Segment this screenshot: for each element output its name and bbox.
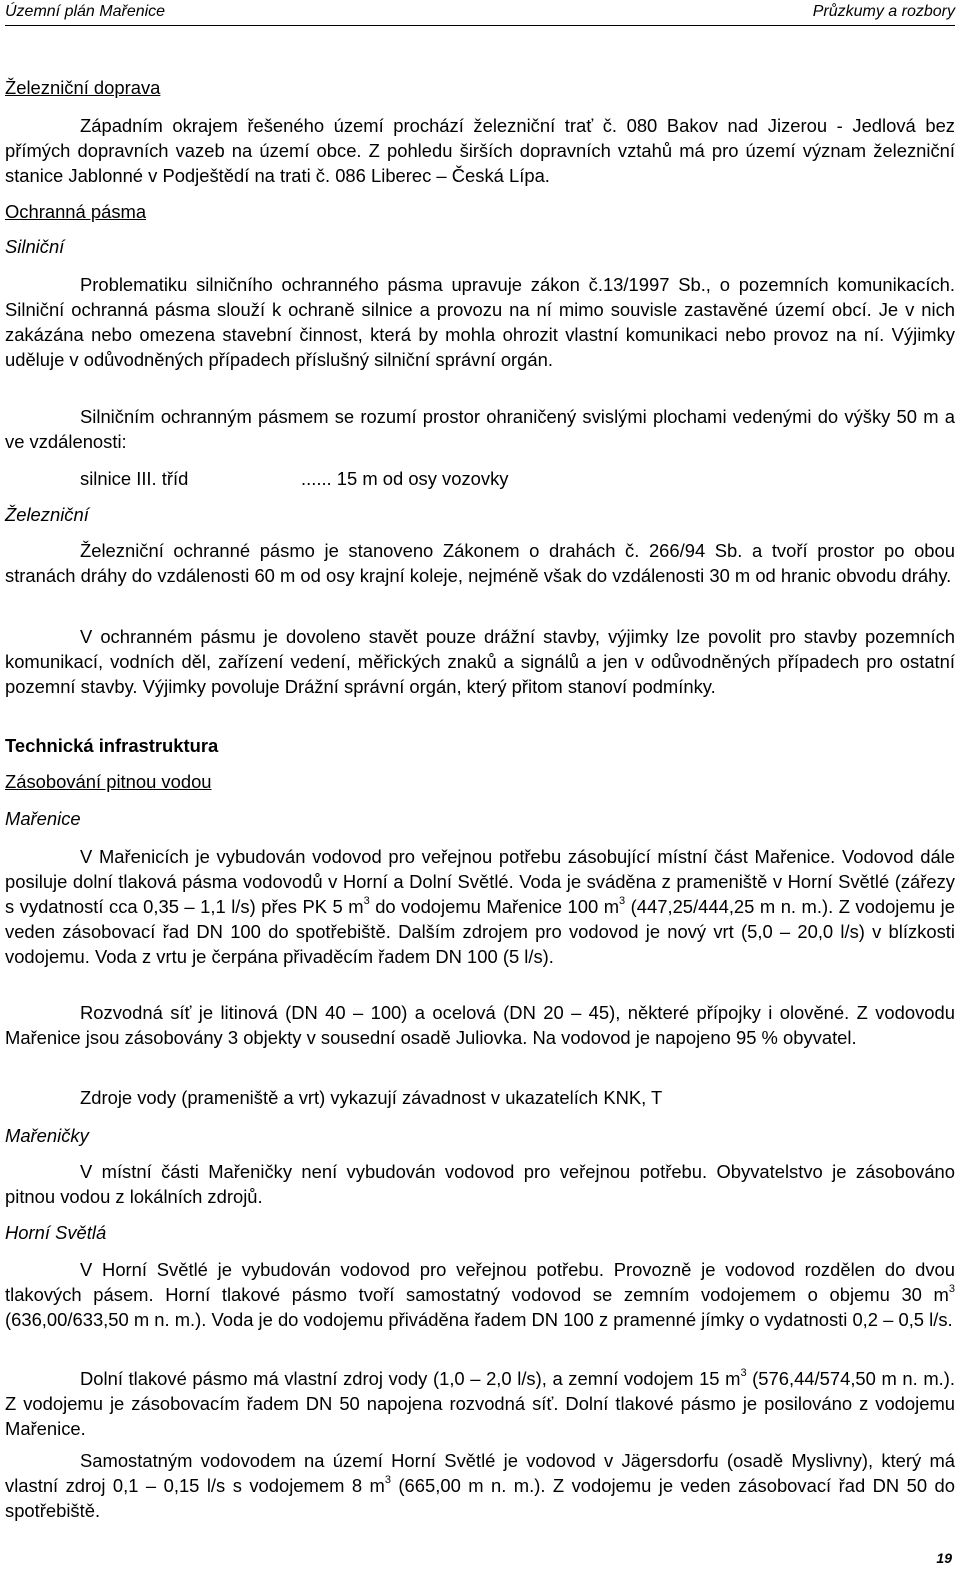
- paragraph-horni-svetla-water: [5, 1257, 955, 1332]
- heading-technical-infrastructure: Technická infrastruktura: [5, 735, 219, 756]
- paragraph-jagersdorf: [5, 1448, 955, 1523]
- horni-svetla-text-part-1: V Horní Světlé je vybudován vodovod pro veřejnou potřebu. Provozně je vodovod rozdělen do dvou tlakových pásem. Horní tlakové pásmo tvoří samostatný vodovod se zemním vodojemem o objemu 30 m: [5, 1259, 955, 1305]
- road-class-distance: ...... 15 m od osy vozovky: [301, 468, 509, 489]
- superscript-3: 3: [363, 894, 370, 907]
- paragraph-marenice-network: Rozvodná síť je litinová (DN 40 – 100) a ocelová (DN 20 – 45), některé přípojky i olověné. Z vodovodu Mařenice jsou zásobovány 3 objekty v sousední osadě Juliovka. Na vodovod je napojeno 95 % obyvatel.: [5, 1002, 955, 1048]
- paragraph-road-law: Problematiku silničního ochranného pásma upravuje zákon č.13/1997 Sb., o pozemních komunikacích. Silniční ochranná pásma slouží k ochraně silnice a provozu na ní mimo souvisle zastavěné území obcí. Je v nich zakázána nebo omezena stavební činnost, která by mohla ohrozit vlastní komunikaci nebo provoz na ní. Výjimky uděluje v odůvodněných případech příslušný silniční správní orgán.: [5, 274, 955, 370]
- marenice-text-part-2: do vodojemu Mařenice 100 m: [369, 896, 620, 917]
- header-document-title: Územní plán Mařenice: [5, 3, 166, 20]
- horni-svetla-text-part-2: (636,00/633,50 m n. m.). Voda je do vodojemu přiváděna řadem DN 100 z pramenné jímky o vydatnosti 0,2 – 0,5 l/s.: [5, 1309, 953, 1330]
- jagersdorf-text-part-1: Samostatným vodovodem na území Horní Světlé je vodovod v Jägersdorfu (osadě Myslivny), který má vlastní zdroj 0,1 – 0,15 l/s s vodojemem 8 m: [5, 1450, 955, 1496]
- heading-horni-svetla: Horní Světlá: [5, 1222, 107, 1243]
- running-header: [5, 3, 955, 26]
- marenice-text-part-3: (447,25/444,25 m n. m.). Z vodojemu je veden zásobovací řad DN 100 do spotřebiště. Dalším zdrojem pro vodovod je nový vrt (5,0 – 20,0 l/s) v blízkosti vodojemu. Voda z vrtu je čerpána přivaděcím řadem DN 100 (5 l/s).: [5, 896, 955, 967]
- heading-road-zone: Silniční: [5, 236, 65, 257]
- heading-marenice: Mařenice: [5, 808, 81, 829]
- document-page: [5, 0, 955, 1569]
- road-class-label: silnice III. tříd: [80, 468, 189, 489]
- paragraph-rail: Západním okrajem řešeného území prochází železniční trať č. 080 Bakov nad Jizerou - Jedlová bez přímých dopravních vazeb na území obce. Z pohledu širších dopravních vztahů má pro území význam železniční stanice Jablonné v Podještědí na trati č. 086 Liberec – Česká Lípa.: [5, 115, 955, 186]
- paragraph-marenice-water: [5, 844, 955, 969]
- superscript-3: 3: [619, 894, 626, 907]
- superscript-3: 3: [740, 1366, 747, 1379]
- paragraph-marenice-quality: Zdroje vody (prameniště a vrt) vykazují závadnost v ukazatelích KNK, T: [80, 1087, 663, 1108]
- heading-rail-transport: Železniční doprava: [5, 77, 161, 98]
- superscript-3: 3: [384, 1473, 391, 1486]
- heading-rail-zone: Železniční: [5, 504, 89, 525]
- paragraph-lower-pressure-zone: [5, 1366, 955, 1441]
- paragraph-road-definition: Silničním ochranným pásmem se rozumí prostor ohraničený svislými plochami vedenými do výšky 50 m a ve vzdálenosti:: [5, 406, 955, 452]
- superscript-3: 3: [948, 1282, 955, 1295]
- header-section-title: Průzkumy a rozbory: [812, 3, 955, 20]
- page-number: 19: [936, 1550, 952, 1566]
- jagersdorf-text-part-2: (665,00 m n. m.). Z vodojemu je veden zásobovací řad DN 50 do spotřebiště.: [5, 1475, 955, 1521]
- heading-protection-zones: Ochranná pásma: [5, 201, 147, 222]
- paragraph-marenicky: V místní části Mařeničky není vybudován vodovod pro veřejnou potřebu. Obyvatelstvo je zásobováno pitnou vodou z lokálních zdrojů.: [5, 1161, 955, 1207]
- heading-marenicky: Mařeničky: [5, 1125, 89, 1146]
- marenice-text-part-1: V Mařenicích je vybudován vodovod pro veřejnou potřebu zásobující místní část Mařenice. Vodovod dále posiluje dolní tlaková pásma vodovodů v Horní a Dolní Světlé. Voda je sváděna z prameniště v Horní Světlé (zářezy s vydatností cca 0,35 – 1,1 l/s) přes PK 5 m: [5, 846, 955, 917]
- heading-water-supply: Zásobování pitnou vodou: [5, 771, 212, 792]
- paragraph-rail-zone-rules: V ochranném pásmu je dovoleno stavět pouze drážní stavby, výjimky lze povolit pro stavby pozemních komunikací, vodních děl, zařízení vedení, měřických znaků a signálů a jen v odůvodněných případech pro ostatní pozemní stavby. Výjimky povoluje Drážní správní orgán, který přitom stanoví podmínky.: [5, 626, 955, 697]
- lower-zone-text-part-2: (576,44/574,50 m n. m.). Z vodojemu je zásobovacím řadem DN 50 napojena rozvodná síť. Dolní tlakové pásmo je posilováno z vodojemu Mařenice.: [5, 1368, 955, 1439]
- paragraph-rail-zone-law: Železniční ochranné pásmo je stanoveno Zákonem o drahách č. 266/94 Sb. a tvoří prostor po obou stranách dráhy do vzdálenosti 60 m od osy krajní koleje, nejméně však do vzdálenosti 30 m od hranic obvodu dráhy.: [5, 540, 955, 586]
- lower-zone-text-part-1: Dolní tlakové pásmo má vlastní zdroj vody (1,0 – 2,0 l/s), a zemní vodojem 15 m: [80, 1368, 741, 1389]
